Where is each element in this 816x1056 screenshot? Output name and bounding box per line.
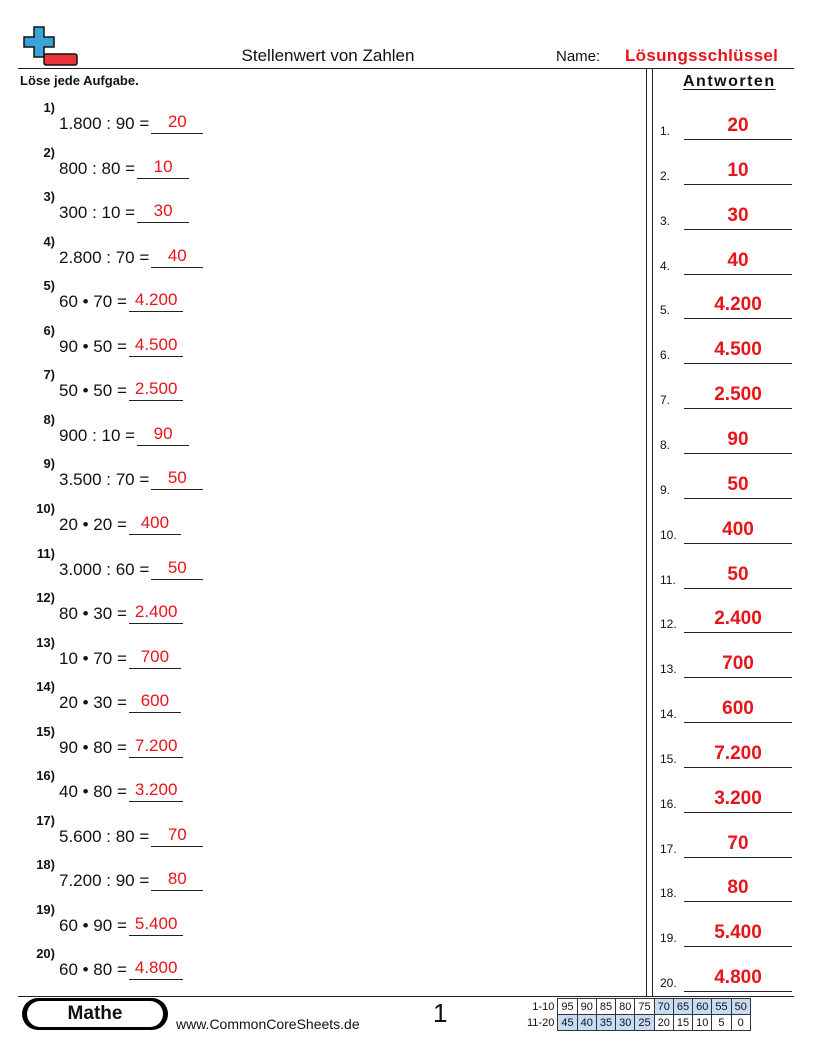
problem-expression: 20 • 20 =	[59, 514, 127, 534]
problem-expression: 80 • 30 =	[59, 604, 127, 624]
answer-key-row	[660, 379, 792, 409]
answer-key-value: 30	[727, 204, 749, 226]
answer-key-line	[684, 498, 792, 499]
problem-expression: 3.500 : 70 =	[59, 470, 150, 490]
problem-number: 16)	[36, 768, 55, 784]
problem-row	[22, 768, 183, 802]
answer-key-value: 80	[727, 877, 749, 899]
problem-number: 7)	[43, 367, 55, 383]
problem-row	[22, 367, 183, 401]
answer-key-number: 12.	[660, 617, 677, 632]
problem-expression: 50 • 50 =	[59, 381, 127, 401]
problem-row	[22, 902, 183, 936]
score-cell: 15	[673, 1015, 692, 1031]
problem-answer: 4.500	[129, 335, 184, 357]
problem-number: 19)	[36, 901, 55, 917]
score-cell: 30	[616, 1015, 635, 1031]
problem-answer: 10	[137, 157, 189, 179]
answer-key-line	[684, 588, 792, 589]
answer-key-number: 7.	[660, 393, 671, 408]
problem-number: 3)	[43, 189, 55, 205]
answer-key-line	[684, 318, 792, 319]
problem-expression: 10 • 70 =	[59, 648, 127, 668]
problem-number: 1)	[43, 100, 55, 115]
answer-key-row	[660, 693, 792, 723]
answer-key-line	[684, 184, 792, 185]
answer-key-number: 5.	[660, 303, 671, 318]
problem-answer: 7.200	[129, 736, 184, 758]
problem-expression: 90 • 50 =	[59, 336, 127, 356]
answer-key-line	[684, 543, 792, 544]
score-cell: 35	[596, 1015, 615, 1031]
problem-answer: 3.200	[129, 780, 184, 802]
score-cell: 45	[558, 1015, 577, 1031]
answer-key-line	[684, 274, 792, 275]
subject-badge	[22, 998, 168, 1030]
problem-expression: 60 • 90 =	[59, 915, 127, 935]
problem-answer: 700	[129, 647, 181, 669]
problem-row	[22, 145, 189, 179]
problem-expression: 90 • 80 =	[59, 737, 127, 757]
answer-key-row	[660, 783, 792, 813]
problem-answer: 600	[129, 691, 181, 713]
answer-key-line	[684, 363, 792, 364]
problem-expression: 3.000 : 60 =	[59, 559, 150, 579]
answer-key-row	[660, 559, 792, 589]
page-number: 1	[433, 998, 448, 1028]
answer-key-value: 400	[722, 518, 754, 540]
answer-key-number: 11.	[660, 572, 676, 587]
problem-row	[22, 813, 203, 847]
answer-key-number: 4.	[660, 258, 671, 273]
answer-key-value: 40	[727, 249, 749, 271]
answer-key-value: 50	[727, 473, 749, 495]
problem-answer: 50	[151, 468, 203, 490]
problem-row	[22, 456, 203, 490]
site-url: www.CommonCoreSheets.de	[176, 1016, 360, 1032]
score-cell: 70	[654, 999, 673, 1015]
score-row	[527, 999, 750, 1015]
answer-key-line	[684, 722, 792, 723]
answer-key-number: 2.	[660, 168, 671, 183]
score-cell: 5	[712, 1015, 731, 1031]
score-row	[527, 1015, 750, 1031]
answer-key-number: 16.	[660, 796, 677, 811]
answer-key-row	[660, 514, 792, 544]
problem-number: 4)	[43, 233, 55, 249]
problem-number: 12)	[36, 590, 55, 606]
answer-key-value: 20	[727, 115, 749, 136]
problem-number: 9)	[43, 456, 55, 472]
score-cell: 90	[577, 999, 596, 1015]
problem-answer: 400	[129, 513, 181, 535]
problem-row	[22, 323, 183, 357]
problem-answer: 20	[151, 112, 203, 134]
score-cell: 20	[654, 1015, 673, 1031]
problem-number: 14)	[36, 679, 55, 695]
answer-key-number: 15.	[660, 751, 677, 766]
answer-key-value: 10	[727, 159, 749, 181]
answer-key-value: 4.800	[714, 967, 762, 989]
problem-number: 13)	[36, 634, 55, 650]
problem-answer: 90	[137, 424, 189, 446]
problem-expression: 60 • 80 =	[59, 960, 127, 980]
answer-key-row	[660, 648, 792, 678]
answer-key-row	[660, 245, 792, 275]
answer-key-row	[660, 828, 792, 858]
score-cell: 75	[635, 999, 654, 1015]
problem-expression: 7.200 : 90 =	[59, 871, 150, 891]
answer-key-row	[660, 603, 792, 633]
problem-answer: 80	[151, 869, 203, 891]
problem-row	[22, 679, 181, 713]
problem-expression: 900 : 10 =	[59, 425, 136, 445]
problem-number: 10)	[36, 500, 55, 516]
problem-expression: 20 • 30 =	[59, 693, 127, 713]
problem-expression: 5.600 : 80 =	[59, 826, 150, 846]
answer-key-row	[660, 872, 792, 902]
problem-number: 20)	[36, 946, 55, 962]
problem-expression: 1.800 : 90 =	[59, 114, 150, 133]
answer-key-number: 13.	[660, 662, 677, 677]
answer-key-line	[684, 677, 792, 678]
problem-row	[22, 100, 203, 134]
score-cell: 10	[693, 1015, 712, 1031]
problem-answer: 2.400	[129, 602, 184, 624]
problem-answer: 40	[151, 246, 203, 268]
problem-answer: 4.200	[129, 290, 184, 312]
score-row-label: 11-20	[527, 1016, 555, 1029]
score-table	[527, 998, 751, 1031]
score-cell: 95	[558, 999, 577, 1015]
problem-row	[22, 590, 183, 624]
score-cell: 60	[693, 999, 712, 1015]
score-cell: 85	[596, 999, 615, 1015]
answer-key-line	[684, 857, 792, 858]
problem-row	[22, 546, 203, 580]
answer-key-number: 14.	[660, 707, 677, 722]
answer-key-row	[660, 200, 792, 230]
answer-key-value: 4.200	[714, 294, 762, 316]
problem-expression: 800 : 80 =	[59, 158, 136, 178]
answer-key-line	[684, 229, 792, 230]
problem-number: 17)	[36, 812, 55, 828]
problem-answer: 30	[137, 201, 189, 223]
answer-key-value: 3.200	[714, 787, 762, 809]
answer-key-line	[684, 139, 792, 140]
answer-key-number: 3.	[660, 213, 671, 228]
answer-key-line	[684, 453, 792, 454]
answer-key-row	[660, 334, 792, 364]
answer-key-value: 90	[727, 428, 749, 450]
answer-key-number: 8.	[660, 437, 671, 452]
answer-key-value: 2.400	[714, 608, 762, 630]
answer-key-row	[660, 917, 792, 947]
score-row-label: 1-10	[532, 1000, 555, 1013]
problem-expression: 40 • 80 =	[59, 782, 127, 802]
problem-answer: 4.800	[129, 958, 184, 980]
problem-number: 5)	[43, 278, 55, 294]
problem-row	[22, 635, 181, 669]
answer-key-number: 17.	[660, 841, 677, 856]
problem-number: 2)	[43, 144, 55, 160]
answers-heading: Antworten	[683, 73, 776, 90]
problem-row	[22, 946, 183, 980]
problem-expression: 2.800 : 70 =	[59, 247, 150, 267]
problem-number: 11)	[36, 545, 55, 561]
answer-key-line	[684, 901, 792, 902]
answer-column-divider	[646, 68, 653, 996]
worksheet-title: Stellenwert von Zahlen	[241, 46, 415, 65]
answer-key-number: 20.	[660, 976, 677, 991]
problem-answer: 50	[151, 558, 203, 580]
plus-minus-logo-icon	[22, 24, 80, 68]
answer-key-value: 50	[727, 563, 749, 585]
header-rule	[18, 68, 794, 69]
problem-number: 8)	[43, 411, 55, 427]
answer-key-value: 700	[722, 653, 754, 675]
problem-row	[22, 412, 189, 446]
problem-answer: 70	[151, 825, 203, 847]
answer-key-number: 18.	[660, 886, 677, 901]
subject-badge-label: Mathe	[27, 1001, 163, 1027]
score-cell: 80	[616, 999, 635, 1015]
problem-answer: 2.500	[129, 379, 184, 401]
problem-row	[22, 501, 181, 535]
score-cell: 65	[673, 999, 692, 1015]
score-cell: 50	[731, 999, 750, 1015]
answer-key-row	[660, 738, 792, 768]
answer-key-line	[684, 408, 792, 409]
answer-key-number: 6.	[660, 348, 671, 363]
problem-number: 18)	[36, 857, 55, 873]
problem-row	[22, 724, 183, 758]
problem-row	[22, 278, 183, 312]
answer-key-line	[684, 946, 792, 947]
answer-key-row	[660, 289, 792, 319]
answer-key-number: 10.	[660, 527, 677, 542]
problem-expression: 60 • 70 =	[59, 292, 127, 312]
answer-key-number: 9.	[660, 482, 671, 497]
score-cell: 55	[712, 999, 731, 1015]
answer-key-value: 5.400	[714, 922, 762, 944]
answer-key-row	[660, 155, 792, 185]
score-cell: 25	[635, 1015, 654, 1031]
footer-rule	[18, 996, 794, 997]
answer-key-value: 70	[727, 832, 749, 854]
answer-key-line	[684, 632, 792, 633]
name-label: Name:	[556, 48, 601, 65]
answer-key-line	[684, 812, 792, 813]
problem-number: 15)	[36, 723, 55, 739]
answer-key-value: 7.200	[714, 742, 762, 764]
problem-row	[22, 234, 203, 268]
answer-key-row	[660, 469, 792, 499]
answer-key-number: 1.	[660, 124, 671, 138]
answer-key-value: 600	[722, 698, 754, 720]
answer-key-line	[684, 991, 792, 992]
answer-key-row	[660, 962, 792, 992]
name-value: Lösungsschlüssel	[625, 46, 779, 65]
answer-key-number: 19.	[660, 931, 677, 946]
problem-row	[22, 189, 189, 223]
answer-key-line	[684, 767, 792, 768]
answer-key-row	[660, 110, 792, 140]
problem-answer: 5.400	[129, 914, 184, 936]
score-cell: 40	[577, 1015, 596, 1031]
score-cell: 0	[731, 1015, 750, 1031]
problem-number: 6)	[43, 322, 55, 338]
answer-key-row	[660, 424, 792, 454]
answer-key-value: 2.500	[714, 384, 762, 406]
problem-expression: 300 : 10 =	[59, 203, 136, 223]
answer-key-value: 4.500	[714, 339, 762, 361]
instructions: Löse jede Aufgabe.	[20, 73, 139, 88]
problem-row	[22, 857, 203, 891]
